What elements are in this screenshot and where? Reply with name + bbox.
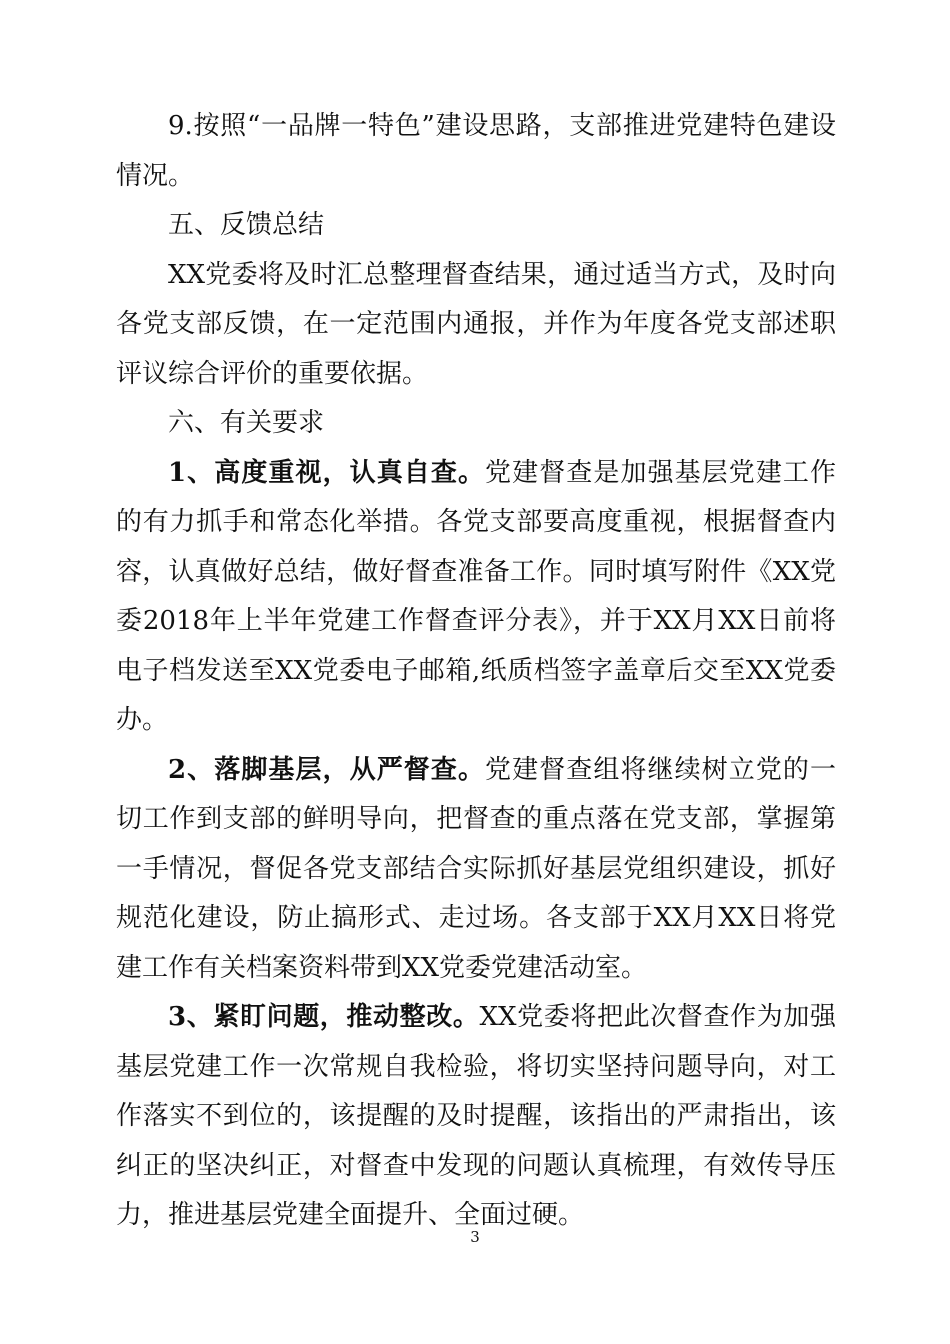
section-heading-requirements: 六、有关要求 bbox=[168, 408, 325, 438]
requirement-3-title: 3、紧盯问题，推动整改。 bbox=[168, 1002, 480, 1032]
requirement-2-title: 2、落脚基层，从严督查。 bbox=[168, 754, 486, 785]
paragraph-requirement-1 bbox=[116, 449, 836, 746]
paragraph-requirement-2 bbox=[116, 746, 836, 994]
requirement-1-body: 党建督查是加强基层党建工作的有力抓手和常态化举措。各党支部要高度重视，根据督查内容，认真做好总结，做好督查准备工作。同时填写附件《XX党委2018年上半年党建工作督查评分表》，并于XX月XX日前将电子档发送至XX党委电子邮箱,纸质档签字盖章后交至XX党委办。 bbox=[116, 457, 836, 735]
paragraph-requirement-3 bbox=[116, 993, 836, 1241]
paragraph-item-9: 9.按照“一品牌一特色”建设思路，支部推进党建特色建设情况。 bbox=[116, 111, 836, 191]
requirement-3-body: XX党委将把此次督查作为加强基层党建工作一次常规自我检验，将切实坚持问题导向，对工作落实不到位的，该提醒的及时提醒，该指出的严肃指出，该纠正的坚决纠正，对督查中发现的问题认真梳理，有效传导压力，推进基层党建全面提升、全面过硬。 bbox=[116, 1002, 836, 1230]
document-body bbox=[116, 102, 836, 1241]
section-heading-feedback-summary: 五、反馈总结 bbox=[168, 210, 325, 240]
page-number: 3 bbox=[470, 1228, 480, 1246]
requirement-1-title: 1、高度重视，认真自查。 bbox=[168, 457, 486, 488]
requirement-2-body: 党建督查组将继续树立党的一切工作到支部的鲜明导向，把督查的重点落在党支部，掌握第一手情况，督促各党支部结合实际抓好基层党组织建设，抓好规范化建设，防止搞形式、走过场。各支部于XX月XX日将党建工作有关档案资料带到XX党委党建活动室。 bbox=[116, 754, 836, 983]
paragraph-feedback-summary: XX党委将及时汇总整理督查结果，通过适当方式，及时向各党支部反馈，在一定范围内通报，并作为年度各党支部述职评议综合评价的重要依据。 bbox=[116, 259, 836, 389]
